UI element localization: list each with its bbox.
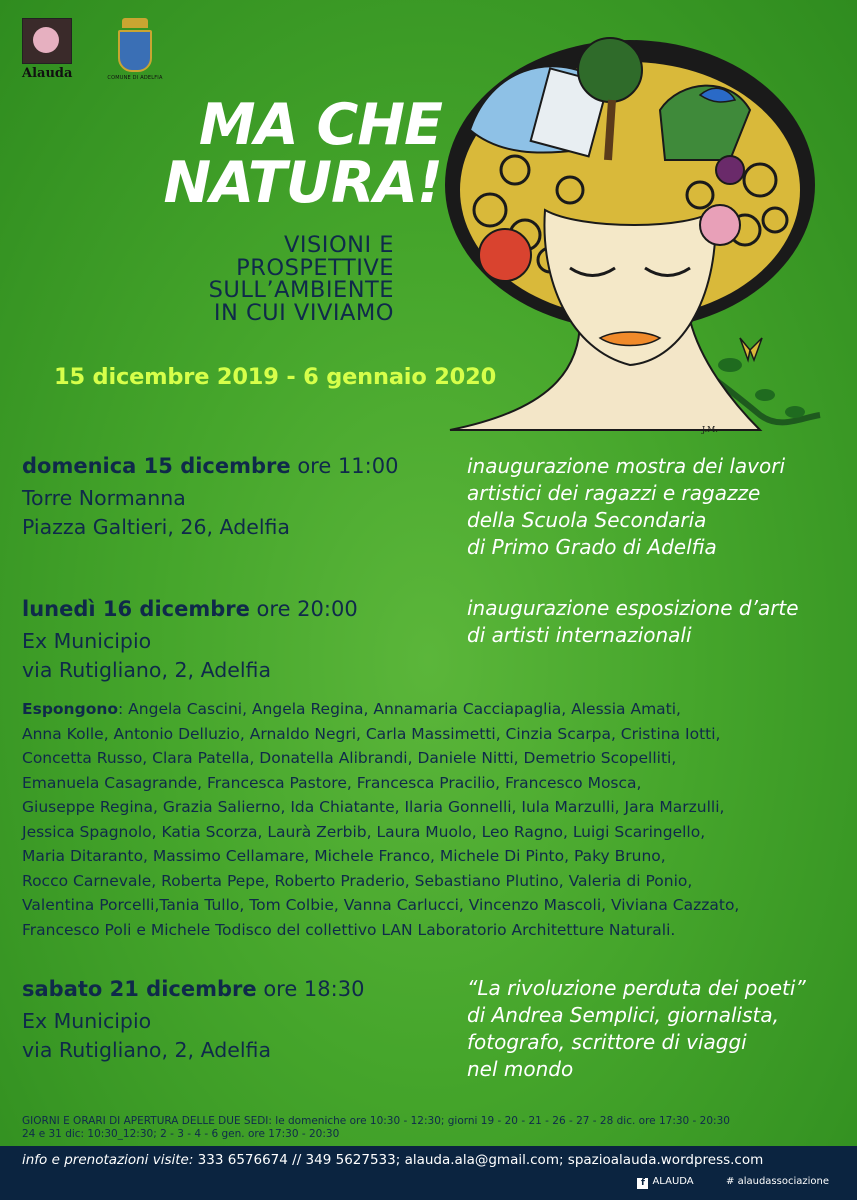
footer-hashtag: # alaudassociazione <box>726 1176 829 1187</box>
event-1-desc-line: artistici dei ragazzi e ragazze <box>467 481 761 505</box>
footer-contacts: 333 6576674 // 349 5627533; alauda.ala@gmail.com; spazioalauda.wordpress.com <box>193 1152 764 1168</box>
opening-hours-text: le domeniche ore 10:30 - 12:30; giorni 19 - 20 - 21 - 26 - 27 - 28 dic. ore 17:30 - 20:30 <box>271 1115 730 1127</box>
artists-line: Francesco Poli e Michele Todisco del collettivo LAN Laboratorio Architetture Naturali. <box>22 920 676 939</box>
facebook-icon: f <box>637 1178 648 1189</box>
footer-info-label: info e prenotazioni visite: <box>22 1152 194 1168</box>
event-3-when <box>22 977 364 1001</box>
event-2-day: lunedì 16 dicembre <box>22 597 250 621</box>
event-3-venue: Ex Municipio <box>22 1009 152 1033</box>
title-line-2: NATURA! <box>163 150 442 216</box>
event-3-time: ore 18:30 <box>263 977 365 1001</box>
artists-line: Anna Kolle, Antonio Delluzio, Arnaldo Negri, Carla Massimetti, Cinzia Scarpa, Cristina Iotti, <box>22 724 721 743</box>
event-3-desc-line: fotografo, scrittore di viaggi <box>467 1030 747 1054</box>
event-3-desc-line: di Andrea Semplici, giornalista, <box>467 1003 779 1027</box>
opening-hours-label: GIORNI E ORARI DI APERTURA DELLE DUE SEDI: <box>22 1115 272 1127</box>
event-3-desc-line: “La rivoluzione perduta dei poeti” <box>467 976 806 1000</box>
event-3-day: sabato 21 dicembre <box>22 977 257 1001</box>
subtitle-line-1: VISIONI E <box>284 232 394 258</box>
event-3-address: via Rutigliano, 2, Adelfia <box>22 1038 272 1062</box>
event-1-desc-line: inaugurazione mostra dei lavori <box>467 454 786 478</box>
opening-hours-line-2: 24 e 31 dic: 10:30_12:30; 2 - 3 - 4 - 6 gen. ore 17:30 - 20:30 <box>22 1128 340 1140</box>
title-line-1: MA CHE <box>198 92 442 158</box>
event-dates: 15 dicembre 2019 - 6 gennaio 2020 <box>54 364 497 390</box>
opening-hours-line-1 <box>22 1115 842 1128</box>
event-3-desc-line: nel mondo <box>467 1057 574 1081</box>
artists-line: Jessica Spagnolo, Katia Scorza, Laurà Zerbib, Laura Muolo, Leo Ragno, Luigi Scaringello, <box>22 822 706 841</box>
subtitle-line-4: IN CUI VIVIAMO <box>213 299 394 326</box>
event-2-place <box>22 627 358 685</box>
event-1-time: ore 11:00 <box>297 454 399 478</box>
poster-title <box>112 92 442 216</box>
event-2-address: via Rutigliano, 2, Adelfia <box>22 658 272 682</box>
artists-line: Giuseppe Regina, Grazia Salierno, Ida Chiatante, Ilaria Gonnelli, Iula Marzulli, Jara Marzulli, <box>22 798 725 816</box>
footer-bar <box>0 1146 857 1200</box>
artists-line: Emanuela Casagrande, Francesca Pastore, Francesca Pracilio, Francesco Mosca, <box>22 773 642 792</box>
event-2 <box>22 597 358 685</box>
artists-line <box>22 697 842 722</box>
subtitle-line-3: SULL’AMBIENTE <box>208 277 394 303</box>
event-3 <box>22 977 364 1065</box>
comune-logo <box>104 18 166 81</box>
event-1-place <box>22 484 398 542</box>
event-1-day: domenica 15 dicembre <box>22 454 291 478</box>
event-2-desc-line: inaugurazione esposizione d’arte <box>467 596 799 620</box>
alauda-logo-name: Alauda <box>22 66 73 81</box>
illustration-signature: J.M. <box>702 425 718 434</box>
comune-logo-label: COMUNE DI ADELFIA <box>107 75 163 81</box>
opening-hours <box>22 1115 842 1141</box>
event-1-venue: Torre Normanna <box>22 486 186 510</box>
footer-info <box>22 1152 763 1168</box>
artists-label: Espongono <box>22 700 119 718</box>
event-1-address: Piazza Galtieri, 26, Adelfia <box>22 515 290 539</box>
event-1-description <box>467 453 785 561</box>
artists-line: Valentina Porcelli,Tania Tullo, Tom Colbie, Vanna Carlucci, Vincenzo Mascoli, Viviana Cazzato, <box>22 896 740 914</box>
event-1-desc-line: della Scuola Secondaria <box>467 508 707 532</box>
event-1 <box>22 454 398 542</box>
alauda-logo-mark <box>22 18 72 64</box>
artists-list <box>22 697 842 942</box>
event-3-place <box>22 1007 364 1065</box>
subtitle-line-2: PROSPETTIVE <box>236 254 394 281</box>
artists-line-text: : Angela Cascini, Angela Regina, Annamaria Cacciapaglia, Alessia Amati, <box>118 700 681 718</box>
alauda-logo <box>22 18 74 81</box>
event-2-time: ore 20:00 <box>256 597 358 621</box>
event-1-desc-line: di Primo Grado di Adelfia <box>467 535 717 559</box>
facebook-handle: ALAUDA <box>652 1176 694 1187</box>
artists-line: Maria Ditaranto, Massimo Cellamare, Michele Franco, Michele Di Pinto, Paky Bruno, <box>22 847 666 865</box>
event-2-desc-line: di artisti internazionali <box>467 623 692 647</box>
comune-crown-icon <box>122 18 148 28</box>
event-1-when <box>22 454 398 478</box>
event-2-when <box>22 597 358 621</box>
poster-subtitle <box>150 234 394 324</box>
event-2-description <box>467 595 799 649</box>
footer-social <box>637 1176 829 1189</box>
artists-line: Rocco Carnevale, Roberta Pepe, Roberto Praderio, Sebastiano Plutino, Valeria di Ponio, <box>22 871 693 890</box>
event-3-description <box>467 975 806 1083</box>
event-2-venue: Ex Municipio <box>22 629 152 653</box>
comune-shield-icon <box>118 30 152 72</box>
artists-line: Concetta Russo, Clara Patella, Donatella Alibrandi, Daniele Nitti, Demetrio Scopelliti, <box>22 749 677 767</box>
